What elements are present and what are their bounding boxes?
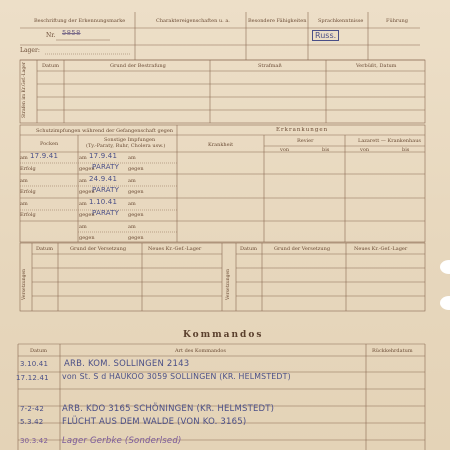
impf-row-label: am — [20, 155, 28, 161]
strafen-col-datum: Datum — [42, 63, 59, 69]
impf-am-label: am — [79, 224, 87, 230]
kommandos-title: Kommandos — [183, 330, 264, 340]
strafen-col-strafmass: Strafmaß — [258, 63, 282, 69]
kdo-date: 17.12.41 — [16, 374, 49, 382]
impf-am-label: am — [79, 178, 87, 184]
impf-row-label: am — [20, 178, 28, 184]
impf-gegen-label: gegen — [79, 189, 95, 195]
impf-am-label: am — [128, 201, 136, 207]
vers-col-grund: Grund der Versetzung — [70, 246, 127, 252]
impf-gegen-label: gegen — [128, 235, 144, 241]
impfungen-title: Schutzimpfungen während der Gefangenschaft gegen — [36, 128, 174, 134]
erk-col-lazarett: Lazarett — Krankenhaus — [358, 138, 421, 144]
impf-row-label: Erfolg — [20, 212, 36, 218]
impf-row-label: Erfolg — [20, 166, 36, 172]
impf-am-label: am — [79, 155, 87, 161]
versetzungen-side-label-left: Versetzungen — [22, 268, 27, 300]
strafen-col-verbuesst: Verbüßt, Datum — [356, 63, 397, 69]
kdo-date: 7-2-42 — [20, 405, 45, 413]
impf-gegen-label: gegen — [128, 166, 144, 172]
strafen-side-label: Strafen im Kr.Gef.-Lager — [22, 61, 27, 118]
sprache-stamp: Russ. — [312, 30, 339, 41]
nr-value: 5858 — [62, 29, 81, 37]
header-col-erkennungsmarke: Beschriftung der Erkennungsmarke — [34, 18, 126, 24]
impf-date: 17.9.41 — [89, 152, 118, 160]
impf-type: PARATY — [92, 186, 120, 194]
header-col-sprache: Sprachkenntnisse — [318, 18, 364, 24]
impf-am-label: am — [79, 201, 87, 207]
impf-gegen-label: gegen — [79, 166, 95, 172]
kdo-text: ARB. KOM. SOLLINGEN 2143 — [64, 359, 190, 369]
impf-type: PARATY — [92, 209, 120, 217]
kdo-text: ARB. KDO 3165 SCHÖNINGEN (KR. HELMSTEDT) — [62, 404, 275, 414]
header-col-charakter: Charaktereigenschaften u. a. — [156, 18, 230, 24]
nr-label: Nr. — [46, 32, 56, 39]
impf-date: 1.10.41 — [89, 198, 118, 206]
impf-row-label: am — [20, 201, 28, 207]
erk-revier-von: von — [280, 147, 290, 153]
impf-gegen-label: gegen — [128, 212, 144, 218]
kdo-text: Lager Gerbke (Sonderlsed) — [62, 436, 182, 446]
erk-revier-bis: bis — [322, 147, 330, 153]
impf-gegen-label: gegen — [128, 189, 144, 195]
kdo-date: 3.10.41 — [20, 360, 49, 368]
erk-col-krankheit: Krankheit — [208, 142, 234, 148]
vers-col-lager-2: Neues Kr.-Gef.-Lager — [354, 246, 408, 252]
kdo-col-art: Art des Kommandos — [175, 348, 226, 354]
impf-pocken-date: 17.9.41 — [30, 152, 59, 160]
impf-am-label: am — [128, 155, 136, 161]
impf-am-label: am — [128, 224, 136, 230]
impf-col-sonstige-sub: (Ty.-Paraty, Ruhr, Cholera usw.) — [86, 143, 166, 149]
impf-am-label: am — [128, 178, 136, 184]
strafen-col-grund: Grund der Bestrafung — [110, 63, 166, 69]
impf-row-label: Erfolg — [20, 189, 36, 195]
impf-col-sonstige: Sonstige Impfungen — [104, 137, 156, 143]
impf-gegen-label: gegen — [79, 235, 95, 241]
erk-laz-bis: bis — [402, 147, 410, 153]
impf-gegen-label: gegen — [79, 212, 95, 218]
erk-laz-von: von — [360, 147, 370, 153]
vers-col-datum: Datum — [36, 246, 53, 252]
vers-col-grund-2: Grund der Versetzung — [274, 246, 331, 252]
impf-col-pocken: Pocken — [40, 141, 59, 147]
kdo-text: FLÜCHT AUS DEM WALDE (VON KO. 3165) — [62, 417, 247, 427]
lager-label: Lager: — [20, 47, 40, 54]
kdo-col-rueck: Rückkehrdatum — [372, 348, 413, 354]
vers-col-lager: Neues Kr.-Gef.-Lager — [148, 246, 202, 252]
kdo-col-datum: Datum — [30, 348, 47, 354]
header-col-fuehrung: Führung — [386, 18, 408, 24]
impf-type: PARATY — [92, 163, 120, 171]
impf-date: 24.9.41 — [89, 175, 118, 183]
kdo-text: von St. S d HAUKOO 3059 SOLLINGEN (KR. HELMSTEDT) — [62, 372, 291, 381]
header-col-faehigkeiten: Besondere Fähigkeiten — [248, 18, 307, 24]
erkrankungen-title: Erkrankungen — [276, 127, 329, 133]
versetzungen-side-label-right: Versetzungen — [226, 268, 231, 300]
erk-col-revier: Revier — [297, 138, 314, 144]
vers-col-datum-2: Datum — [240, 246, 257, 252]
kdo-date: 30.3.42 — [20, 437, 49, 445]
kdo-date: 5.3.42 — [20, 418, 44, 426]
